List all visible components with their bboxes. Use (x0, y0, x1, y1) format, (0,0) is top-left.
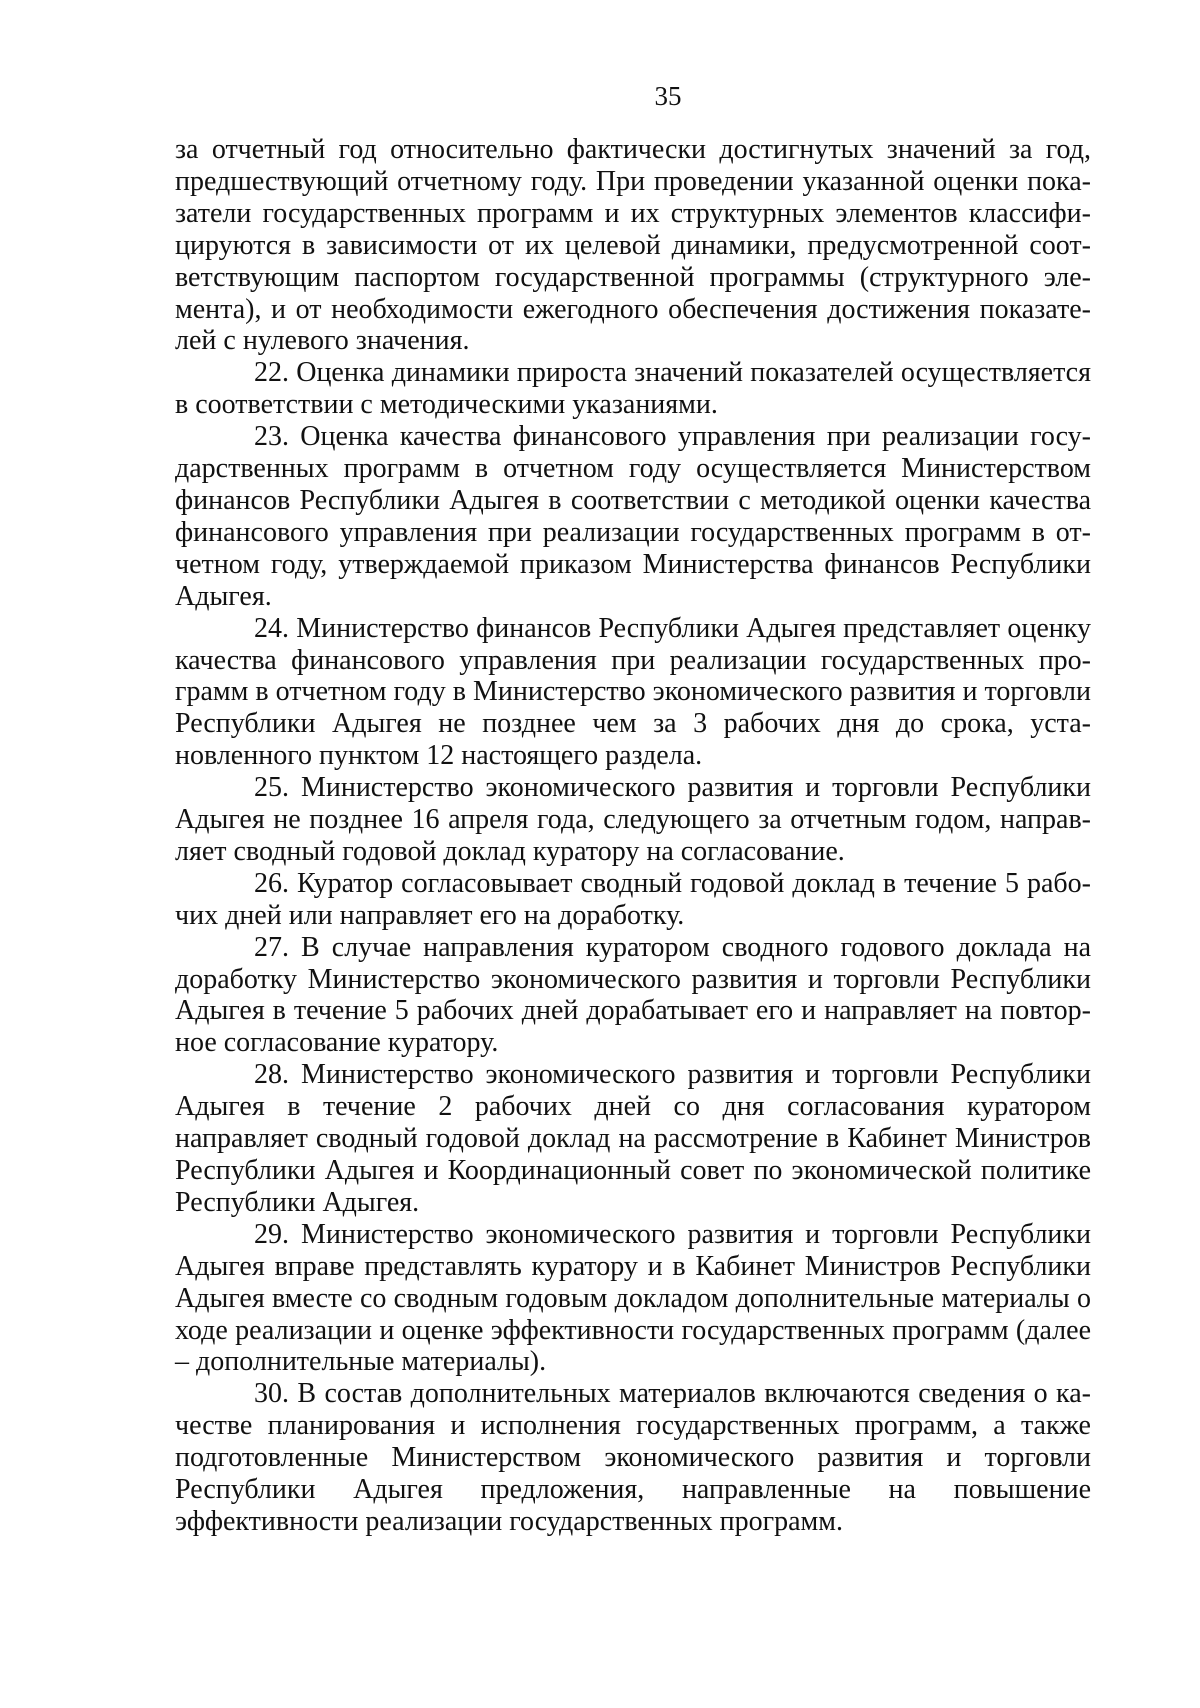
paragraph-item-25: 25. Министерство экономического развития и торговли Республики Адыгея не позднее 16 апреля года, следующего за отчетным годом, направляет сводный годовой доклад куратору на согласование. (175, 772, 1091, 867)
page-number: 35 (654, 81, 682, 111)
paragraph-item-22: 22. Оценка динамики прироста значений показателей осуществляется в соответствии с методическими указаниями. (175, 357, 1091, 421)
paragraph-item-23: 23. Оценка качества финансового управления при реализации государственных программ в отчетном году осуществляется Министерством финансов Республики Адыгея в соответствии с методикой оценки качества финансового управления при реализации государственных программ в отчетном году, утверждаемой приказом Министерства финансов Республики Адыгея. (175, 421, 1091, 612)
paragraph-item-24: 24. Министерство финансов Республики Адыгея представляет оценку качества финансового управления при реализации государственных программ в отчетном году в Министерство экономического развития и торговли Республики Адыгея не позднее чем за 3 рабочих дня до срока, установленного пунктом 12 настоящего раздела. (175, 612, 1091, 772)
paragraph-item-26: 26. Куратор согласовывает сводный годовой доклад в течение 5 рабочих дней или направляет его на доработку. (175, 867, 1091, 931)
paragraph-continuation: за отчетный год относительно фактически достигнутых значений за год, предшествующий отчетному году. При проведении указанной оценки показатели государственных программ и их структурных элементов классифицируются в зависимости от их целевой динамики, предусмотренной соответствующим паспортом государственной программы (структурного элемента), и от необходимости ежегодного обеспечения достижения показателей с нулевого значения. (175, 134, 1091, 357)
paragraph-item-30: 30. В состав дополнительных материалов включаются сведения о качестве планирования и исполнения государственных программ, а также подготовленные Министерством экономического развития и торговли Республики Адыгея предложения, направленные на повышение эффективности реализации государственных программ. (175, 1378, 1091, 1537)
paragraph-item-28: 28. Министерство экономического развития и торговли Республики Адыгея в течение 2 рабочих дней со дня согласования куратором направляет сводный годовой доклад на рассмотрение в Кабинет Министров Республики Адыгея и Координационный совет по экономической политике Республики Адыгея. (175, 1059, 1091, 1218)
paragraph-item-27: 27. В случае направления куратором сводного годового доклада на доработку Министерство экономического развития и торговли Республики Адыгея в течение 5 рабочих дней дорабатывает его и направляет на повторное согласование куратору. (175, 931, 1091, 1059)
document-body (175, 134, 1091, 1538)
paragraph-item-29: 29. Министерство экономического развития и торговли Республики Адыгея вправе представлять куратору и в Кабинет Министров Республики Адыгея вместе со сводным годовым докладом дополнительные материалы о ходе реализации и оценке эффективности государственных программ (далее – дополнительные материалы). (175, 1218, 1091, 1378)
